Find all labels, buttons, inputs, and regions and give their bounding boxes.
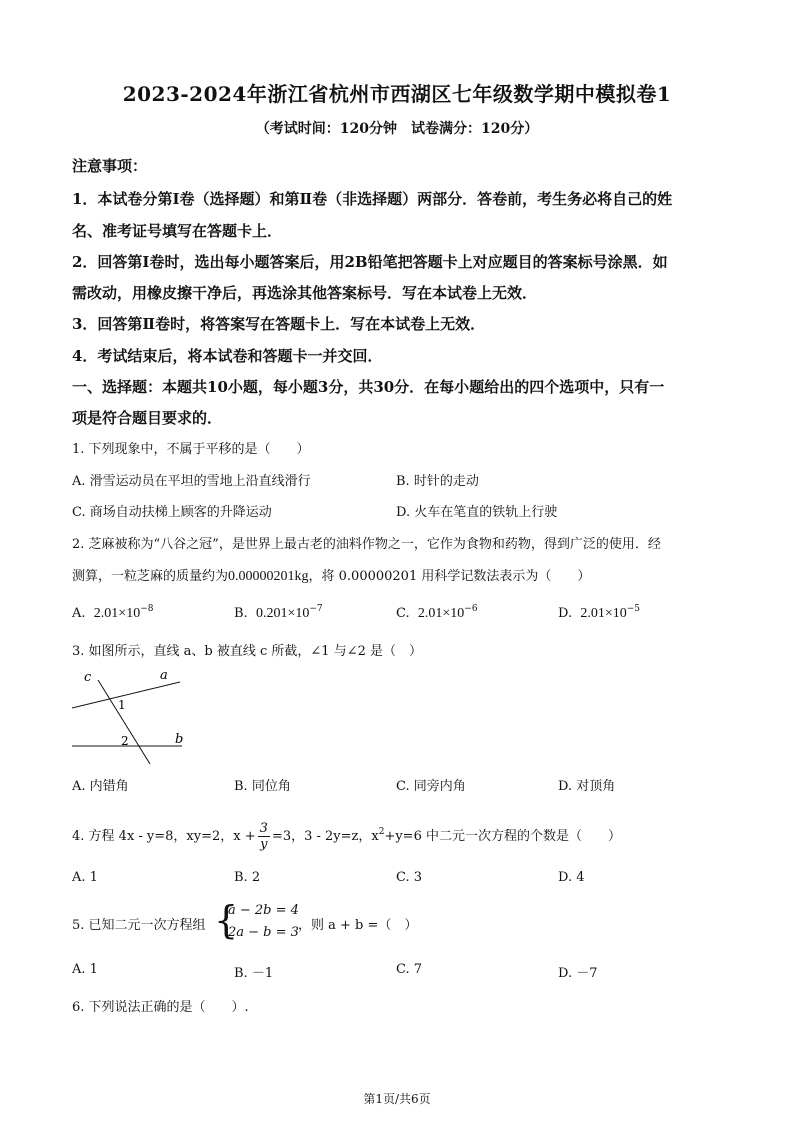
page-number: 第1页/共6页 <box>363 1092 431 1106</box>
q2-stem-prefix: 测算，一粒芝麻的质量约为 <box>72 569 229 584</box>
q4-option-c: C. 3 <box>396 870 423 885</box>
note-line-1: 1．本试卷分第Ⅰ卷（选择题）和第Ⅱ卷（非选择题）两部分．答卷前，考生务必将自己的姓 <box>72 190 673 208</box>
q4-stem: 4. 方程 4x - y=8，xy=2，x + $\frac{3}{y}$ =3，3 - 2y=z，$x^2+y=6$ 中二元一次方程的个数是（ ） <box>72 821 621 852</box>
q2-stem-suffix: ，将 0.00000201 用科学记数法表示为（ ） <box>308 569 591 584</box>
q3-stem: 3. 如图所示，直线 a、b 被直线 c 所截，∠1 与∠2 是（ ） <box>72 644 423 659</box>
q5-option-a: A. 1 <box>72 962 98 977</box>
q3-option-b: B. 同位角 <box>234 779 291 794</box>
q2-option-c: C. $2.01\times 10^{-6}$ <box>396 604 478 621</box>
q5-equation-1: a − 2b = 4 <box>228 903 299 918</box>
q3-figure <box>64 664 204 768</box>
q1-option-b: B. 时针的走动 <box>396 474 479 489</box>
q1-option-d: D. 火车在笔直的铁轨上行驶 <box>396 505 558 520</box>
q2-stem-value: 0.00000201kg <box>228 569 309 584</box>
q4-fraction: $\frac{3}{y}$ <box>259 821 268 852</box>
q2-option-a: A. $2.01\times 10^{-8}$ <box>72 604 154 621</box>
q4-option-a: A. 1 <box>72 870 98 885</box>
q5-equation-system <box>228 900 299 944</box>
q6-stem: 6. 下列说法正确的是（ ）. <box>72 1000 249 1015</box>
q4-option-b: B. 2 <box>234 870 261 885</box>
label-angle-1: 1 <box>118 698 126 712</box>
q2-option-d: D. $2.01\times 10^{-5}$ <box>558 604 641 621</box>
label-c: c <box>84 670 92 685</box>
q3-option-a: A. 内错角 <box>72 779 129 794</box>
q2-stem-line-1: 2. 芝麻被称为“八谷之冠”，是世界上最古老的油料作物之一，它作为食物和药物，得到广泛的使用．经 <box>72 537 661 552</box>
q1-option-a: A. 滑雪运动员在平坦的雪地上沿直线滑行 <box>72 474 311 489</box>
q5-brace: { <box>214 898 239 942</box>
q5-equation-2: 2a − b = 3 <box>228 925 299 940</box>
exam-subtitle: （考试时间：120分钟 试卷满分：120分） <box>255 121 539 137</box>
q5-stem-prefix: 5. 已知二元一次方程组 <box>72 918 206 933</box>
q5-option-d: D. －7 <box>558 966 598 981</box>
q5-option-b: B. －1 <box>234 966 274 981</box>
q3-option-d: D. 对顶角 <box>558 779 616 794</box>
exam-title: 2023-2024年浙江省杭州市西湖区七年级数学期中模拟卷1 <box>122 82 672 106</box>
line-c <box>98 680 150 764</box>
q1-stem: 1. 下列现象中，不属于平移的是（ ） <box>72 442 310 457</box>
q1-option-c: C. 商场自动扶梯上顾客的升降运动 <box>72 505 272 520</box>
line-a <box>72 682 180 708</box>
q5-stem-suffix: ，则 a + b =（ ） <box>298 918 418 933</box>
q4-option-d: D. 4 <box>558 870 585 885</box>
note-line-2: 名、准考证号填写在答题卡上． <box>72 222 283 240</box>
label-angle-2: 2 <box>121 734 129 748</box>
label-a: a <box>160 668 168 683</box>
note-line-3: 2．回答第Ⅰ卷时，选出每小题答案后，用2B铅笔把答题卡上对应题目的答案标号涂黑．如 <box>72 253 668 271</box>
q2-stem-line-2 <box>72 565 590 585</box>
notes-heading: 注意事项： <box>72 157 148 175</box>
q3-option-c: C. 同旁内角 <box>396 779 466 794</box>
note-line-4: 需改动，用橡皮擦干净后，再选涂其他答案标号．写在本试卷上无效． <box>72 284 538 302</box>
note-line-6: 4．考试结束后，将本试卷和答题卡一并交回． <box>72 347 383 365</box>
note-line-5: 3．回答第Ⅱ卷时，将答案写在答题卡上．写在本试卷上无效． <box>72 315 486 333</box>
q2-option-b: B. $0.201\times 10^{-7}$ <box>234 604 323 621</box>
label-b: b <box>175 732 184 747</box>
section1-line-2: 项是符合题目要求的． <box>72 409 223 427</box>
q5-option-c: C. 7 <box>396 962 423 977</box>
section1-line-1: 一、选择题：本题共10小题，每小题3分，共30分．在每小题给出的四个选项中，只有一 <box>72 378 665 396</box>
